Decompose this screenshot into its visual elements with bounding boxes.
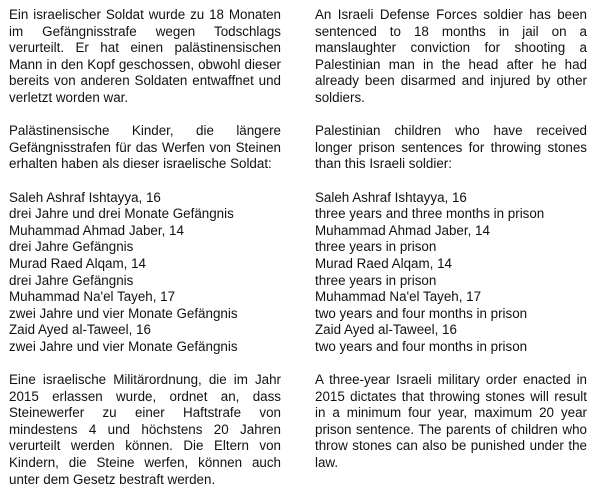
spacer — [9, 355, 281, 372]
child-sentence: zwei Jahre und vier Monate Gefängnis — [9, 338, 238, 354]
child-name: Muhammad Na'el Tayeh, 17 — [9, 289, 176, 305]
child-sentence: two years and four months in prison — [315, 338, 528, 354]
german-order-paragraph: Eine israelische Militärordnung, die im Jahr 2015 erlassen wurde, ordnet an, dass Steinewerfer zu einer Haftstrafe von mindestens 4 und höchstens 20 Jahren verurteilt werden können. Die Eltern von Kindern, die Steine werfen, können auch unter dem Gesetz bestraft werden. — [9, 372, 281, 487]
child-name: Murad Raed Alqam, 14 — [9, 255, 146, 271]
spacer — [9, 107, 281, 124]
spacer — [315, 355, 587, 372]
child-sentence: drei Jahre und drei Monate Gefängnis — [9, 206, 234, 222]
german-intro-paragraph: Ein israelischer Soldat wurde zu 18 Monaten im Gefängnisstrafe wegen Todschlags verurteilt. Er hat einen palästinensischen Mann in den Kopf geschossen, obwohl dieser bereits von anderen Soldaten entwaffnet und verletzt worden war. — [9, 7, 281, 105]
spacer — [315, 107, 587, 124]
child-name: Murad Raed Alqam, 14 — [315, 255, 452, 271]
english-intro-paragraph: An Israeli Defense Forces soldier has been sentenced to 18 months in jail on a manslaughter conviction for shooting a Palestinian man in the head after he had already been disarmed and injured by other soldiers. — [315, 7, 587, 105]
english-order-paragraph: A three-year Israeli military order enacted in 2015 dictates that throwing stones will result in a minimum four year, maximum 20 year prison sentence. The parents of children who throw stones can also be punished under the law. — [315, 372, 587, 471]
child-sentence: drei Jahre Gefängnis — [9, 272, 134, 288]
child-name: Muhammad Na'el Tayeh, 17 — [315, 289, 482, 305]
child-name: Zaid Ayed al-Taweel, 16 — [9, 322, 151, 338]
german-children-list — [9, 190, 281, 356]
child-name: Saleh Ashraf Ishtayya, 16 — [9, 189, 161, 205]
german-children-intro-paragraph: Palästinensische Kinder, die längere Gefängnisstrafen für das Werfen von Steinen erhalten haben als dieser israelische Soldat: — [9, 123, 281, 172]
child-sentence: three years in prison — [315, 239, 437, 255]
child-sentence: drei Jahre Gefängnis — [9, 239, 134, 255]
spacer — [9, 173, 281, 190]
child-sentence: three years in prison — [315, 272, 437, 288]
spacer — [315, 173, 587, 190]
child-name: Muhammad Ahmad Jaber, 14 — [315, 222, 490, 238]
german-column — [9, 7, 281, 488]
child-name: Zaid Ayed al-Taweel, 16 — [315, 322, 457, 338]
child-name: Muhammad Ahmad Jaber, 14 — [9, 222, 184, 238]
child-name: Saleh Ashraf Ishtayya, 16 — [315, 189, 467, 205]
child-sentence: three years and three months in prison — [315, 206, 545, 222]
english-children-intro-paragraph: Palestinian children who have received longer prison sentences for throwing stones than this Israeli soldier: — [315, 123, 587, 172]
english-children-list — [315, 190, 587, 356]
english-column — [315, 7, 587, 472]
child-sentence: zwei Jahre und vier Monate Gefängnis — [9, 305, 238, 321]
child-sentence: two years and four months in prison — [315, 305, 528, 321]
